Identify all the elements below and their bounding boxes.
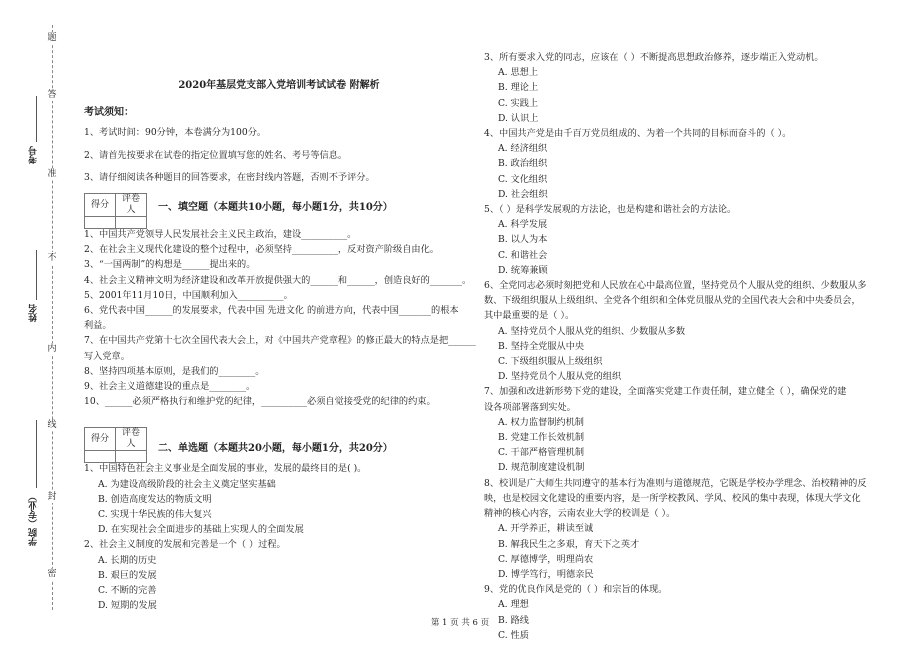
answer-option: D. 短期的发展: [98, 600, 157, 612]
grader-label: 评卷人: [116, 194, 147, 217]
answer-option: A. 坚持党员个人服从党的组织、少数服从多数: [498, 325, 686, 337]
section1-title: 一、填空题（本题共10小题，每小题1分，共10分）: [158, 202, 393, 214]
answer-option: B. 创造高度发达的物质文明: [98, 493, 212, 505]
answer-option: A. 为建设高级阶段的社会主义奠定坚实基础: [98, 478, 276, 490]
fill-question: 8、坚持四项基本原则，是我们的________。: [84, 365, 265, 377]
notice-item: 1、考试时间：90分钟，本卷满分为100分。: [84, 127, 267, 139]
page-title: 2020年基层党支部入党培训考试试卷 附解析: [178, 80, 380, 91]
question-stem: 1、中国特色社会主义事业是全面发展的事业，发展的最终目的是( )。: [84, 463, 367, 475]
answer-option: B. 以人为本: [498, 234, 548, 246]
question-stem: 2、社会主义制度的发展和完善是一个（ ）过程。: [84, 539, 286, 551]
score-box: [84, 427, 147, 463]
answer-option: A. 思想上: [498, 67, 539, 79]
score-cell: [85, 451, 116, 463]
fill-question: 2、在社会主义现代化建设的整个过程中，必须坚持__________，反对资产阶级自由化。: [84, 244, 439, 256]
exam-no-line: [36, 96, 37, 142]
answer-option: D. 社会组织: [498, 188, 548, 200]
seal-char: 答: [47, 90, 57, 100]
notice-heading: 考试须知：: [84, 107, 134, 119]
section2-header: [84, 427, 474, 457]
question-stem: 其中最重要的是（ ）。: [484, 310, 575, 322]
grader-cell: [116, 217, 147, 229]
score-label: 得分: [85, 428, 116, 451]
answer-option: C. 文化组织: [498, 173, 548, 185]
grader-cell: [116, 451, 147, 463]
answer-option: B. 坚持全党服从中央: [498, 340, 585, 352]
answer-option: A. 权力监督制约机制: [498, 416, 584, 428]
grader-label: 评卷人: [116, 428, 147, 451]
section2-title: 二、单选题（本题共20小题，每小题1分，共20分）: [158, 443, 393, 455]
answer-option: A. 长期的历史: [98, 554, 157, 566]
score-box: [84, 193, 147, 229]
name-line: [36, 250, 37, 300]
question-stem: 精神的核心内容，云南农业大学的校训是（ ）。: [484, 508, 676, 520]
fill-question: 10、______必须严格执行和维护党的纪律，__________必须自觉接受党的纪律的约束。: [84, 396, 436, 408]
answer-option: D. 统筹兼顾: [498, 264, 548, 276]
seal-char: 线: [47, 420, 57, 430]
school-label: 学院（专业）: [29, 492, 39, 546]
answer-option: B. 艰巨的发展: [98, 569, 157, 581]
question-stem: 数、下级组织服从上级组织、全党各个组织和全体党员服从党的全国代表大会和中央委员会，: [484, 295, 861, 307]
question-stem: 5、（ ）是科学发展观的方法论，也是构建和谐社会的方法论。: [484, 204, 737, 216]
score-label: 得分: [85, 194, 116, 217]
fill-question: 7、在中国共产党第十七次全国代表大会上，对《中国共产党章程》的修正最大的特点是把______: [84, 335, 476, 347]
fill-question: 利益。: [84, 320, 112, 332]
fill-question: 4、社会主义精神文明为经济建设和改革开放提供强大的______和______，创造良好的_______。: [84, 274, 472, 286]
score-cell: [85, 217, 116, 229]
answer-option: B. 路线: [498, 614, 529, 626]
answer-option: C. 干部严格管理机制: [498, 447, 585, 459]
notice-item: 3、请仔细阅读各种题目的回答要求，在密封线内答题，否则不予评分。: [84, 171, 375, 183]
seal-char: 题: [47, 33, 57, 43]
seal-char: 内: [47, 344, 57, 354]
left-column: [84, 78, 474, 613]
seal-char: 封: [47, 492, 57, 502]
answer-option: A. 开学养正，耕读至诚: [498, 523, 594, 535]
page-footer: 第 1 页 共 6 页: [430, 618, 490, 628]
fill-question: 3、“一国两制”的构想是______提出来的。: [84, 259, 256, 271]
answer-option: A. 科学发展: [498, 219, 548, 231]
answer-option: B. 党建工作长效机制: [498, 432, 585, 444]
answer-option: A. 经济组织: [498, 143, 548, 155]
fill-question: 6、党代表中国______的发展要求，代表中国 先进文化 的前进方向，代表中国_______的根本: [84, 305, 459, 317]
question-stem: 4、中国共产党是由千百万党员组成的、为着一个共同的目标而奋斗的（ ）。: [484, 128, 792, 140]
question-stem: 8、校训是广大师生共同遵守的基本行为准则与道德规范，它既是学校办学理念、治校精神的反: [484, 477, 867, 489]
seal-line: [52, 25, 53, 610]
fill-question: 1、中国共产党领导人民发展社会主义民主政治，建设__________。: [84, 229, 357, 241]
question-stem: 7、加强和改进新形势下党的建设，全面落实党建工作责任制，建立健全（ ），确保党的建: [484, 386, 847, 398]
answer-option: B. 政治组织: [498, 158, 548, 170]
question-stem: 9、党的优良作风是党的（ ）和宗旨的体现。: [484, 584, 668, 596]
answer-option: A. 理想: [498, 599, 529, 611]
answer-option: B. 解我民生之多艰，育天下之英才: [498, 538, 640, 550]
answer-option: D. 规范制度建设机制: [498, 462, 585, 474]
seal-char: 不: [47, 253, 57, 263]
notice-item: 2、请首先按要求在试卷的指定位置填写您的姓名、考号等信息。: [84, 149, 348, 161]
exam-no-label: 考号: [29, 146, 39, 164]
answer-option: C. 和谐社会: [498, 249, 548, 261]
school-line: [36, 420, 37, 488]
question-stem: 6、全党同志必须时刻把党和人民放在心中最高位置，坚持党员个人服从党的组织、少数服从多: [484, 280, 867, 292]
answer-option: D. 认识上: [498, 112, 539, 124]
answer-option: C. 性质: [498, 629, 529, 641]
question-stem: 映，也是校园文化建设的重要内容，是一所学校教风、学风、校风的集中表现，体现大学文化: [484, 492, 861, 504]
fill-question: 9、社会主义道德建设的重点是________。: [84, 381, 256, 393]
fill-question: 写入党章。: [84, 350, 130, 362]
answer-option: C. 厚德博学，明理尚农: [498, 553, 594, 565]
answer-option: C. 不断的完善: [98, 585, 157, 597]
section1-header: [84, 193, 474, 223]
answer-option: C. 实践上: [498, 97, 539, 109]
answer-option: D. 坚持党员个人服从党的组织: [498, 371, 622, 383]
name-label: 姓名: [29, 304, 39, 322]
right-column: [484, 50, 884, 643]
answer-option: D. 博学笃行，明德亲民: [498, 568, 594, 580]
seal-char: 密: [47, 569, 57, 579]
question-stem: 3、所有要求入党的同志，应该在（ ）不断提高思想政治修养，逐步端正入党动机。: [484, 52, 824, 63]
seal-char: 准: [47, 169, 57, 179]
answer-option: C. 下级组织服从上级组织: [498, 356, 603, 368]
fill-question: 5、2001年11月10日，中国顺利加入__________。: [84, 289, 293, 301]
answer-option: D. 在实现社会全面进步的基础上实现人的全面发展: [98, 524, 304, 536]
answer-option: C. 实现十华民族的伟大复兴: [98, 509, 212, 521]
answer-option: B. 理论上: [498, 82, 539, 94]
question-stem: 设各项部署落到实处。: [484, 401, 576, 413]
